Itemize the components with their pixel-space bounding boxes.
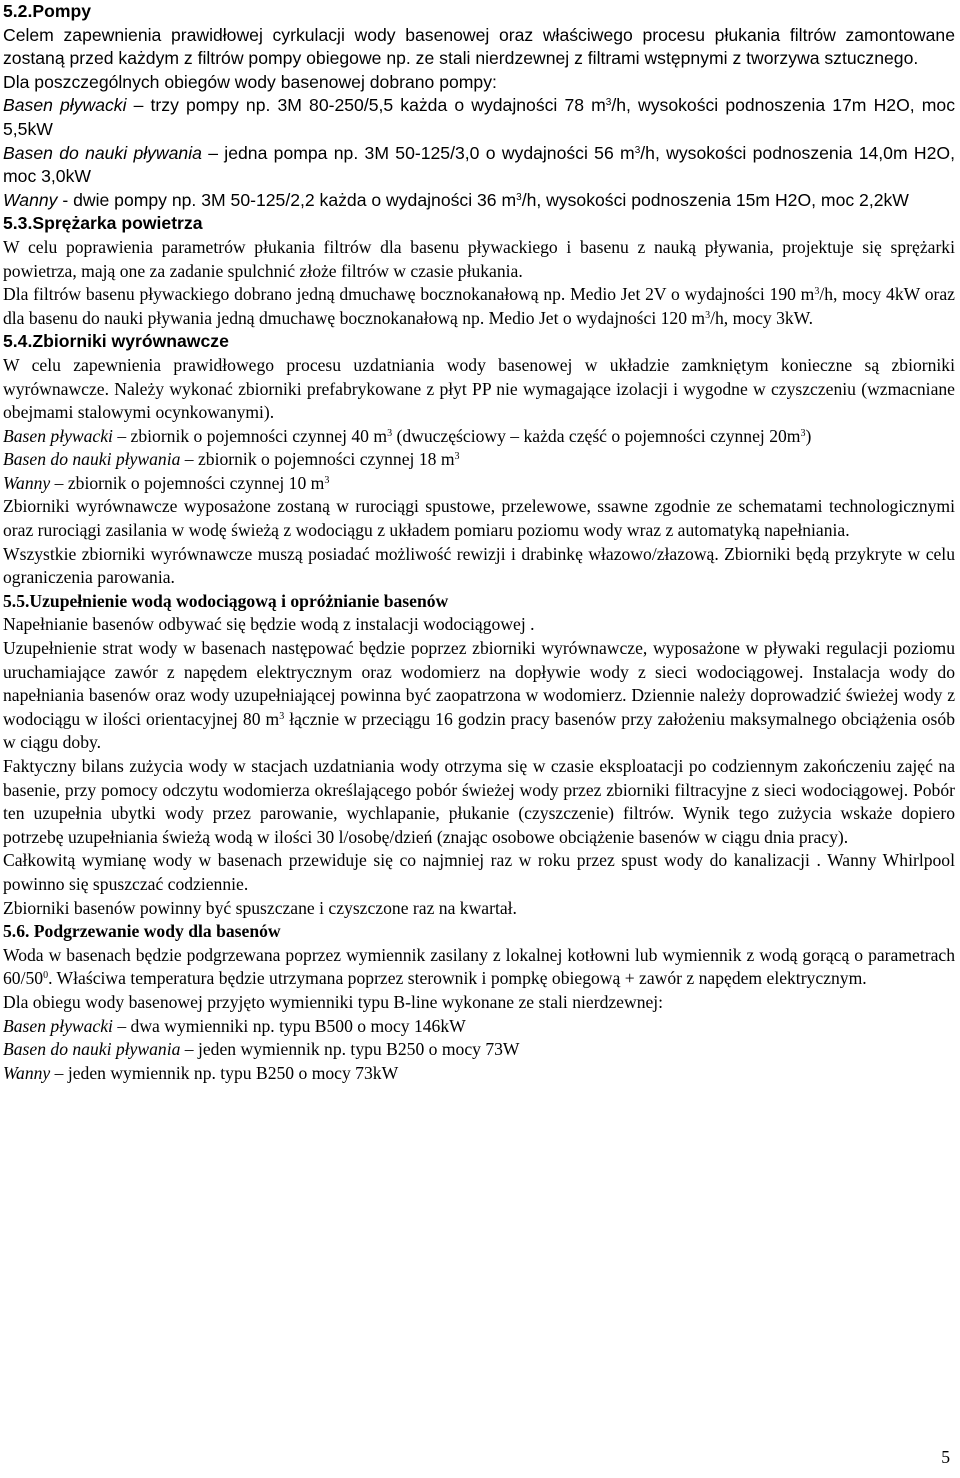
heating-text-1	[3, 944, 955, 991]
section-heading-tanks: 5.4.Zbiorniki wyrównawcze	[3, 331, 229, 352]
pump-item-learning-pool	[3, 142, 955, 189]
pump-item-tubs	[3, 189, 955, 213]
compressor-text-1: W celu poprawienia parametrów płukania filtrów dla basenu pływackiego i basenu z nauką pływania, projektuje się sprężarki powietrza, mają one za zadanie spulchnić złoże filtrów w czasie płukania.	[3, 236, 955, 281]
superscript: 3	[454, 451, 460, 463]
tank-item-swimming-pool	[3, 425, 955, 449]
text-span: /h, mocy 3kW.	[710, 307, 814, 328]
text-span: /h, mocy 4kW oraz dla basenu do nauki pływania jedną dmuchawę bocznokanałową np. Medio Jet o wydajności 120 m	[3, 284, 955, 328]
superscript: 3	[279, 710, 285, 722]
water-supply-text-3: Faktyczny bilans zużycia wody w stacjach uzdatniania wody otrzyma się w czasie eksploatacji po codziennym zakończeniu zajęć na basenie, przy pomocy odczytu wodomierza określającego pobór świeżej wody przez zbiorniki filtracyjne z sieci wodociągowej. Pobór ten uzupełnia ubytki wody przez parowanie, wychlapanie, płukanie (czyszczenie) filtrów. Wynik tego zużycia wskaże dopiero potrzebę uzupełniania świeżą wodą w ilości 30 l/osobę/dzień (znając osobowe obciążenie basenów w ciągu dnia pracy).	[3, 756, 955, 847]
tank-item-tubs	[3, 472, 955, 496]
text-span: Woda w basenach będzie podgrzewana poprzez wymiennik zasilany z lokalnej kotłowni lub wymiennik z wodą gorącą o parametrach 60/50	[3, 944, 955, 989]
document-page	[3, 0, 955, 1085]
tank-item-label: Wanny	[3, 472, 51, 493]
page-number: 5	[941, 1447, 950, 1467]
text-span: – zbiornik o pojemności czynnej 40 m	[112, 425, 388, 446]
superscript: 0	[43, 970, 49, 982]
exchanger-item-label: Basen pływacki	[3, 1015, 113, 1036]
superscript: 3	[605, 97, 612, 109]
text-span: )	[805, 425, 812, 446]
water-supply-text-1: Napełnianie basenów odbywać się będzie wodą z instalacji wodociągowej .	[3, 614, 535, 635]
heating-text-2: Dla obiegu wody basenowej przyjęto wymienniki typu B-line wykonane ze stali nierdzewnej:	[3, 991, 664, 1012]
exchanger-item-tubs	[3, 1062, 955, 1086]
text-span: (dwuczęściowy – każda część o pojemności czynnej 20m	[392, 425, 801, 446]
pump-item-label: Basen do nauki pływania	[3, 142, 202, 163]
pump-item-text: – trzy pompy np. 3M 80-250/5,5 każda o wydajności 78 m	[126, 95, 606, 116]
superscript: 3	[516, 191, 522, 203]
section-heading-pumps: 5.2.Pompy	[3, 1, 92, 21]
superscript: 3	[324, 474, 330, 486]
tank-item-label: Basen do nauki pływania	[3, 449, 181, 470]
water-supply-text-4: Całkowitą wymianę wody w basenach przewiduje się co najmniej raz w roku przez spust wody do kanalizacji . Wanny Whirlpool powinno się spuszczać codziennie.	[3, 850, 955, 894]
superscript: 3	[814, 286, 820, 298]
tanks-text-2: Zbiorniki wyrównawcze wyposażone zostaną w rurociągi spustowe, przelewowe, ssawne zgodnie ze schematami technologicznymi oraz rurociągi zasilania w wodę świeżą z wodociągu z układem pomiaru poziomu wody wraz z automatyką napełniania.	[3, 496, 955, 541]
text-span: – zbiornik o pojemności czynnej 18 m	[180, 449, 455, 470]
pump-item-label: Basen pływacki	[3, 95, 127, 116]
section-heading-water-supply: 5.5.Uzupełnienie wodą wodociągową i opróżnianie basenów	[3, 590, 449, 611]
section-heading-heating: 5.6. Podgrzewanie wody dla basenów	[3, 921, 281, 942]
exchanger-item-swimming-pool	[3, 1015, 955, 1039]
pump-item-text: /h, wysokości podnoszenia 17m H2O, moc 5,5kW	[3, 95, 955, 139]
exchanger-item-learning-pool	[3, 1038, 955, 1062]
pump-item-text: /h, wysokości podnoszenia 15m H2O, moc 2,2kW	[521, 189, 909, 210]
pump-item-label: Wanny	[3, 189, 58, 210]
superscript: 3	[800, 427, 806, 439]
superscript: 3	[705, 309, 711, 321]
pumps-intro-2: Dla poszczególnych obiegów wody basenowej dobrano pompy:	[3, 71, 497, 92]
text-span: – jeden wymiennik np. typu B250 o mocy 73kW	[50, 1062, 399, 1083]
water-supply-text-2	[3, 637, 955, 755]
text-span: – dwa wymienniki np. typu B500 o mocy 146kW	[112, 1015, 466, 1036]
pumps-intro: Celem zapewnienia prawidłowej cyrkulacji wody basenowej oraz właściwego procesu płukania filtrów zamontowane zostaną przed każdym z filtrów pompy obiegowe np. ze stali nierdzewnej z filtrami wstępnymi z tworzywa sztucznego.	[3, 24, 955, 69]
superscript: 3	[387, 427, 393, 439]
pump-item-swimming-pool	[3, 94, 955, 141]
tank-item-learning-pool	[3, 448, 955, 472]
text-span: Dla filtrów basenu pływackiego dobrano jedną dmuchawę bocznokanałową np. Medio Jet 2V o wydajności 190 m	[3, 284, 815, 305]
tank-item-label: Basen pływacki	[3, 425, 113, 446]
text-span: Uzupełnienie strat wody w basenach następować będzie poprzez zbiorniki wyrównawcze, wyposażone w pływaki regulacji poziomu uruchamiające zawór z napędem elektrycznym oraz wodomierz na dopływie wody z sieci wodociągowej. Instalacja wody do napełniania basenów oraz wody uzupełniającej powinna być zaopatrzona w wodomierz. Dziennie należy doprowadzić świeżej wody z wodociągu w ilości orientacyjnej 80 m	[3, 638, 955, 729]
text-span: łącznie w przeciągu 16 godzin pracy basenów przy założeniu maksymalnego obciążenia osób w ciągu doby.	[3, 708, 955, 753]
superscript: 3	[634, 144, 641, 156]
tanks-text-3: Wszystkie zbiorniki wyrównawcze muszą posiadać możliwość rewizji i drabinkę włazowo/złazową. Zbiorniki będą przykryte w celu ograniczenia parowania.	[3, 543, 955, 588]
pump-item-text: /h, wysokości podnoszenia 14,0m H2O, moc 3,0kW	[3, 142, 955, 187]
pump-item-text: – jedna pompa np. 3M 50-125/3,0 o wydajności 56 m	[201, 142, 635, 163]
tanks-text-1: W celu zapewnienia prawidłowego procesu uzdatniania wody basenowej w układzie zamkniętym konieczne są zbiorniki wyrównawcze. Należy wykonać zbiorniki prefabrykowane z płyt PP nie wymagające izolacji i wygodne w czyszczeniu (wzmacniane obejmami stalowymi ocynkowanymi).	[3, 354, 955, 423]
pump-item-text: - dwie pompy np. 3M 50-125/2,2 każda o wydajności 36 m	[57, 189, 517, 210]
exchanger-item-label: Basen do nauki pływania	[3, 1039, 181, 1060]
text-span: – jeden wymiennik np. typu B250 o mocy 73W	[180, 1039, 520, 1060]
text-span: . Właściwa temperatura będzie utrzymana poprzez sterownik i pompkę obiegową + zawór z napędem elektrycznym.	[48, 968, 867, 989]
section-heading-compressor: 5.3.Sprężarka powietrza	[3, 213, 203, 234]
text-span: – zbiornik o pojemności czynnej 10 m	[50, 472, 325, 493]
water-supply-text-5: Zbiorniki basenów powinny być spuszczane i czyszczone raz na kwartał.	[3, 897, 517, 918]
compressor-text-2	[3, 283, 955, 330]
exchanger-item-label: Wanny	[3, 1062, 51, 1083]
